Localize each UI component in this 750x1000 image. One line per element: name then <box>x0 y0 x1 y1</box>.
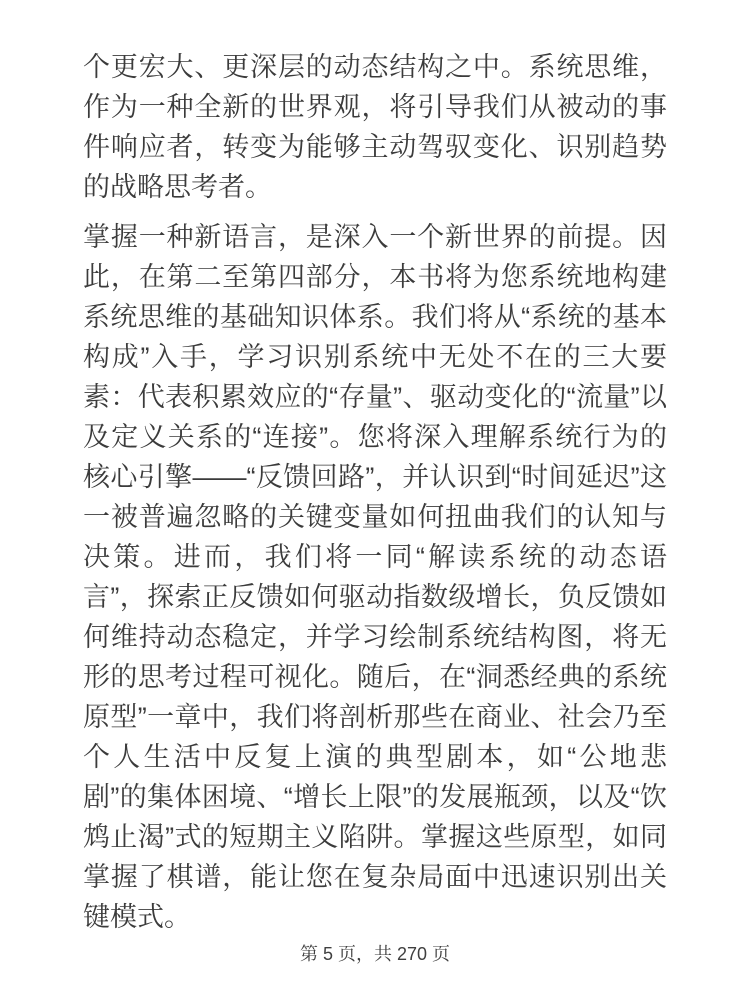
paragraph-2: 掌握一种新语言，是深入一个新世界的前提。因此，在第二至第四部分，本书将为您系统地构建系统思维的基础知识体系。我们将从“系统的基本构成”入手，学习识别系统中无处不在的三大要素：代表积累效应的“存量”、驱动变化的“流量”以及定义关系的“连接”。您将深入理解系统行为的核心引擎——“反馈回路”，并认识到“时间延迟”这一被普遍忽略的关键变量如何扭曲我们的认知与决策。进而，我们将一同“解读系统的动态语言”，探索正反馈如何驱动指数级增长，负反馈如何维持动态稳定，并学习绘制系统结构图，将无形的思考过程可视化。随后，在“洞悉经典的系统原型”一章中，我们将剖析那些在商业、社会乃至个人生活中反复上演的典型剧本，如“公地悲剧”的集体困境、“增长上限”的发展瓶颈，以及“饮鸩止渴”式的短期主义陷阱。掌握这些原型，如同掌握了棋谱，能让您在复杂局面中迅速识别出关键模式。 <box>83 222 667 932</box>
page-number-indicator: 第 5 页，共 270 页 <box>299 944 451 964</box>
page-content <box>83 47 667 937</box>
paragraph-1: 个更宏大、更深层的动态结构之中。系统思维，作为一种全新的世界观，将引导我们从被动的事件响应者，转变为能够主动驾驭变化、识别趋势的战略思考者。 <box>83 52 667 202</box>
